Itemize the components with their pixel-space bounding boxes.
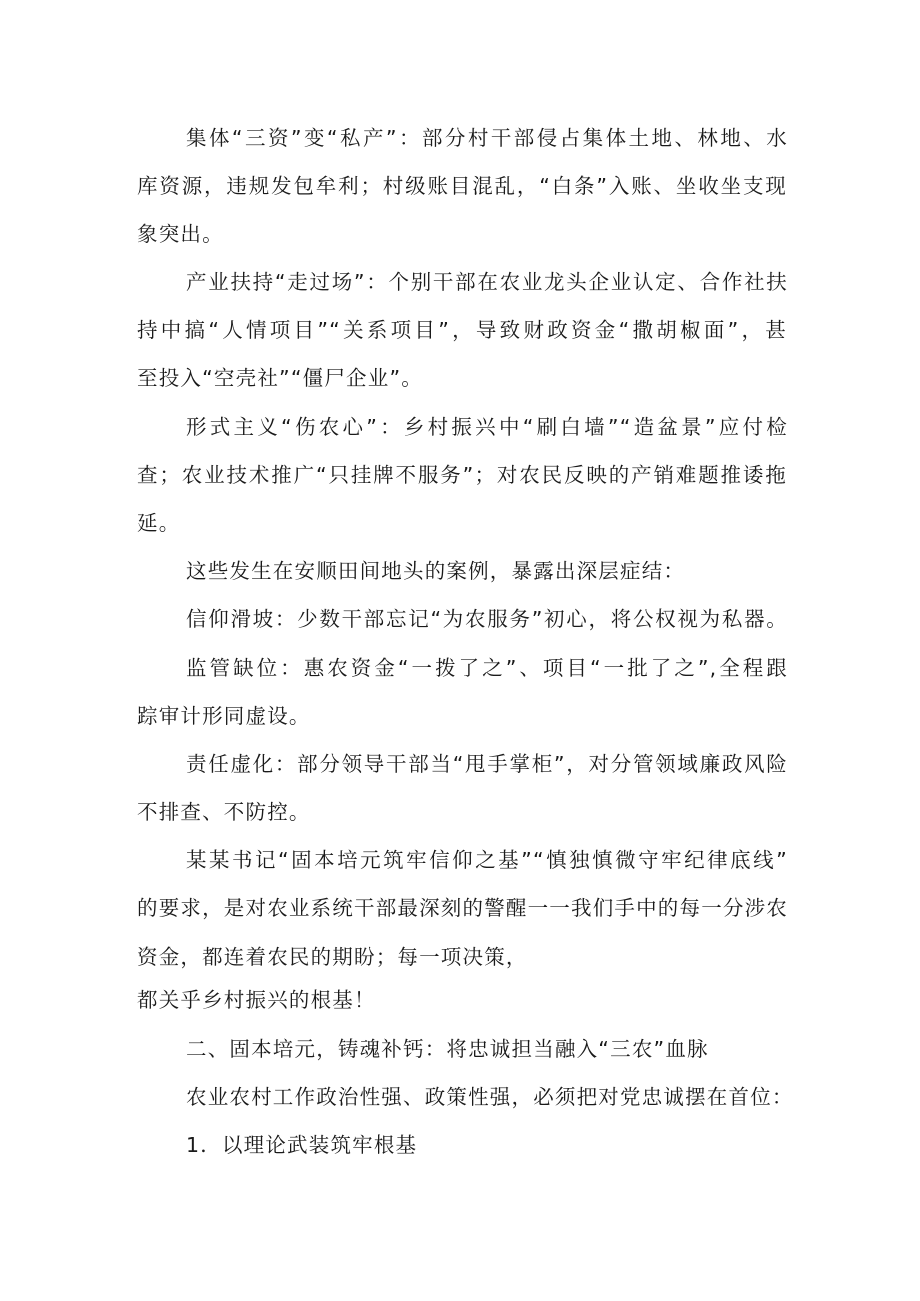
subsection-heading: 1．以理论武装筑牢根基 bbox=[186, 1133, 418, 1157]
paragraph-line: 查；农业技术推广“只挂牌不服务”；对农民反映的产销难题推诿拖 bbox=[137, 463, 787, 487]
paragraph-line: 至投入“空壳社”“僵尸企业”。 bbox=[137, 366, 423, 390]
paragraph-line: 库资源，违规发包牟利；村级账目混乱，“白条”入账、坐收坐支现 bbox=[137, 174, 787, 198]
paragraph-line: 持中搞“人情项目”“关系项目”，导致财政资金“撒胡椒面”，甚 bbox=[137, 318, 787, 342]
paragraph-line: 的要求，是对农业系统干部最深刻的警醒一一我们手中的每一分涉农 bbox=[137, 896, 788, 920]
paragraph-line: 信仰滑坡：少数干部忘记“为农服务”初心，将公权视为私器。 bbox=[186, 607, 788, 631]
paragraph-line: 形式主义“伤农心”：乡村振兴中“刷白墙”“造盆景”应付检 bbox=[186, 415, 788, 439]
paragraph-line: 集体“三资”变“私产”：部分村干部侵占集体土地、林地、水 bbox=[186, 126, 788, 150]
paragraph-line: 这些发生在安顺田间地头的案例，暴露出深层症结： bbox=[186, 559, 686, 583]
paragraph-line: 某某书记“固本培元筑牢信仰之基”“慎独慎微守牢纪律底线” bbox=[186, 848, 788, 872]
paragraph-line: 延。 bbox=[137, 511, 181, 535]
paragraph-line: 象突出。 bbox=[137, 222, 224, 246]
paragraph-line: 不排查、不防控。 bbox=[137, 800, 311, 824]
paragraph-line: 农业农村工作政治性强、政策性强，必须把对党忠诚摆在首位： bbox=[186, 1085, 794, 1109]
paragraph-line: 产业扶持“走过场”：个别干部在农业龙头企业认定、合作社扶 bbox=[186, 270, 788, 294]
paragraph-line: 责任虚化：部分领导干部当“甩手掌柜”，对分管领域廉政风险 bbox=[186, 752, 788, 776]
section-heading: 二、固本培元，铸魂补钙：将忠诚担当融入“三农”血脉 bbox=[186, 1037, 709, 1061]
paragraph-line: 踪审计形同虚设。 bbox=[137, 704, 311, 728]
paragraph-line: 都关乎乡村振兴的根基！ bbox=[137, 988, 376, 1012]
paragraph-line: 资金，都连着农民的期盼；每一项决策， bbox=[137, 945, 528, 969]
paragraph-line: 监管缺位：惠农资金“一拨了之”、项目“一批了之”,全程跟 bbox=[186, 656, 788, 680]
